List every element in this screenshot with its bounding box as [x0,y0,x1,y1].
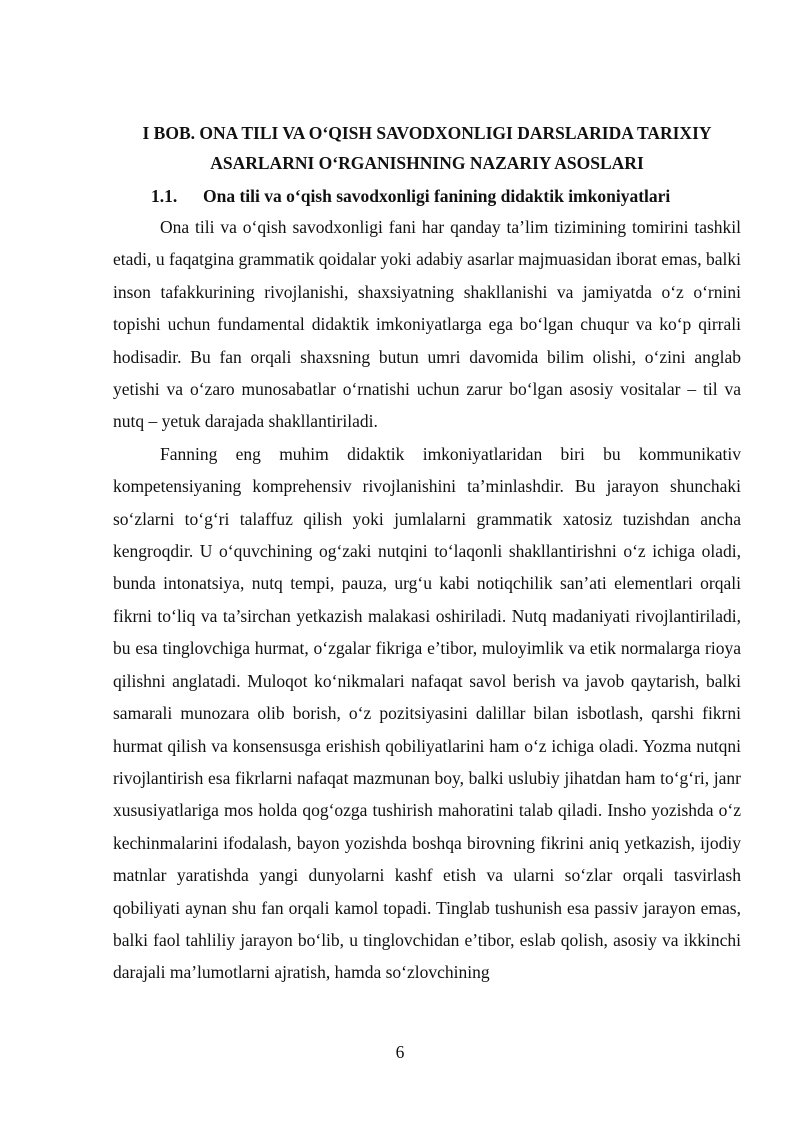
section-heading [113,181,741,211]
page-number: 6 [395,1042,405,1062]
chapter-title-line-2: ASARLARNI O‘RGANISHNING NAZARIY ASOSLARI [210,153,644,173]
document-page [113,118,741,989]
section-title: Ona tili va o‘qish savodxonligi fanining didaktik imkoniyatlari [203,186,671,206]
chapter-title-line-1: I BOB. ONA TILI VA O‘QISH SAVODXONLIGI DARSLARIDA TARIXIY [142,123,712,143]
paragraph-2: Fanning eng muhim didaktik imkoniyatlaridan biri bu kommunikativ kompetensiyaning komprehensiv rivojlanishini ta’minlashdir. Bu jarayon shunchaki so‘zlarni to‘g‘ri talaffuz qilish yoki jumlalarni grammatik xatosiz tuzishdan ancha kengroqdir. U o‘quvchining og‘zaki nutqini to‘laqonli shakllantirishni o‘z ichiga oladi, bunda intonatsiya, nutq tempi, pauza, urg‘u kabi notiqchilik san’ati elementlari orqali fikrni to‘liq va ta’sirchan yetkazish malakasi oshiriladi. Nutq madaniyati rivojlantiriladi, bu esa tinglovchiga hurmat, o‘zgalar fikriga e’tibor, muloyimlik va etik normalarga rioya qilishni anglatadi. Muloqot ko‘nikmalari nafaqat savol berish va javob qaytarish, balki samarali munozara olib borish, o‘z pozitsiyasini dalillar bilan isbotlash, qarshi fikrni hurmat qilish va konsensusga erishish qobiliyatlarini ham o‘z ichiga oladi. Yozma nutqni rivojlantirish esa fikrlarni nafaqat mazmunan boy, balki uslubiy jihatdan ham to‘g‘ri, janr xususiyatlariga mos holda qog‘ozga tushirish mahoratini talab qiladi. Insho yozishda o‘z kechinmalarini ifodalash, bayon yozishda boshqa birovning fikrini aniq yetkazish, ijodiy matnlar yaratishda yangi dunyolarni kashf etish va ularni so‘zlar orqali tasvirlash qobiliyati aynan shu fan orqali kamol topadi. Tinglab tushunish esa passiv jarayon emas, balki faol tahliliy jarayon bo‘lib, u tinglovchidan e’tibor, eslab qolish, asosiy va ikkinchi darajali ma’lumotlarni ajratish, hamda so‘zlovchining [113,443,741,983]
chapter-title [113,118,741,178]
section-number: 1.1. [151,186,178,206]
paragraph-1: Ona tili va o‘qish savodxonligi fani har qanday ta’lim tizimining tomirini tashkil etadi, u faqatgina grammatik qoidalar yoki adabiy asarlar majmuasidan iborat emas, balki inson tafakkurining rivojlanishi, shaxsiyatning shakllanishi va jamiyatda o‘z o‘rnini topishi uchun fundamental didaktik imkoniyatlarga ega bo‘lgan chuqur va ko‘p qirrali hodisadir. Bu fan orqali shaxsning butun umri davomida bilim olishi, o‘zini anglab yetishi va o‘zaro munosabatlar o‘rnatishi uchun zarur bo‘lgan asosiy vositalar – til va nutq – yetuk darajada shakllantiriladi. [113,217,741,432]
